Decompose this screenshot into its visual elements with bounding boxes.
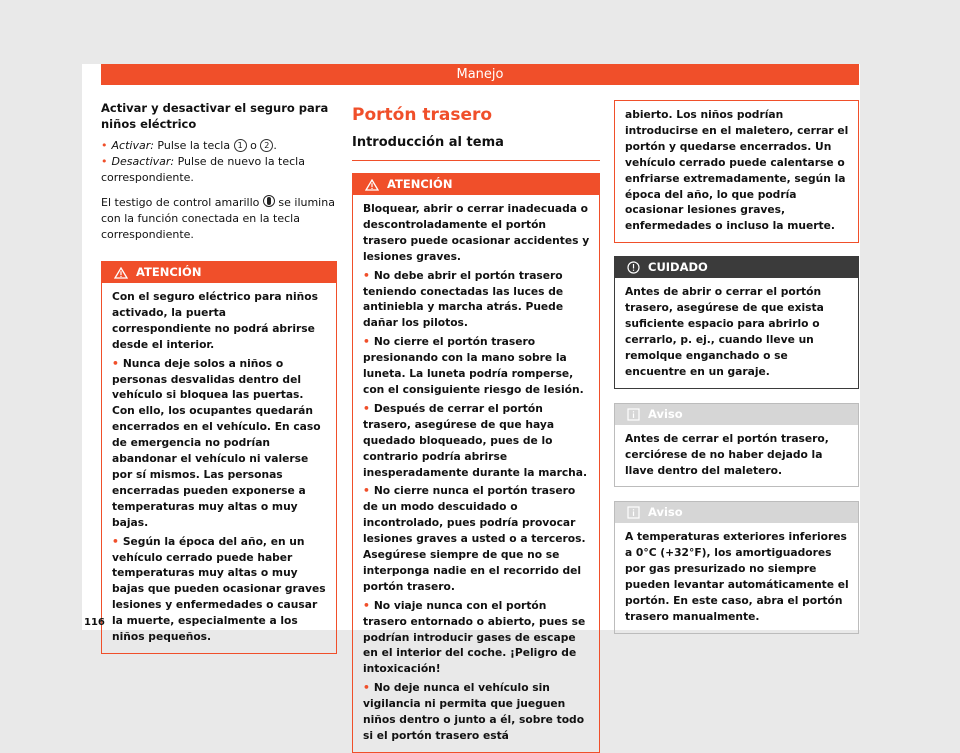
column-1: [101, 100, 337, 654]
warning-body: [615, 101, 858, 242]
key-2-icon: 2: [260, 139, 273, 152]
warning-box-continuation: [614, 100, 859, 243]
warning-triangle-icon: [114, 267, 128, 279]
warning-item: • No debe abrir el portón trasero teniendo conectadas las luces de antiniebla y marcha atrás. Puede dañar los pilotos.: [363, 268, 591, 332]
info-icon: [627, 408, 640, 421]
caution-circle-icon: [627, 261, 640, 274]
column-2: [352, 100, 600, 753]
warning-body: [353, 195, 599, 752]
warning-body: [102, 283, 336, 653]
note-box-1: [614, 403, 859, 488]
warning-header: ATENCIÓN: [353, 174, 599, 195]
note-header: Aviso: [615, 404, 858, 425]
warning-item: • No cierre el portón trasero presionando con la mano sobre la luneta. La luneta podría romperse, con el consiguiente riesgo de lesión.: [363, 334, 591, 398]
caution-body: Antes de abrir o cerrar el portón trasero, asegúrese de que exista suficiente espacio para abrirlo o cerrarlo, p. ej., cuando lleve un remolque enganchado o se encuentre en un garaje.: [625, 285, 824, 378]
testigo-paragraph: El testigo de control amarillo se ilumina con la función conectada en la tecla correspondiente.: [101, 196, 335, 241]
page-number: 116: [84, 617, 105, 628]
warning-item: • Después de cerrar el portón trasero, asegúrese de que haya quedado bloqueado, pues de lo contrario podría abrirse inesperadamente durante la marcha.: [363, 401, 591, 481]
warning-item: • No cierre nunca el portón trasero de un modo descuidado o incontrolado, pues podría provocar lesiones graves a usted o a terceros. Asegúrese siempre de que no se interponga nadie en el recorrido del portón trasero.: [363, 483, 591, 594]
warning-item: • Según la época del año, en un vehículo cerrado puede haber temperaturas muy altas o muy bajas que pueden ocasionar graves lesiones y enfermedades o causar la muerte, especialmente a los niños pequeños.: [112, 534, 328, 645]
warning-intro: Bloquear, abrir o cerrar inadecuada o descontroladamente el portón trasero puede ocasionar accidentes y lesiones graves.: [363, 202, 590, 263]
section-header: Manejo: [101, 64, 859, 85]
activar-line: • Activar: Pulse la tecla 1 o 2 .: [101, 138, 337, 154]
note-box-2: [614, 501, 859, 633]
key-1-icon: 1: [234, 139, 247, 152]
column-3: [614, 100, 859, 634]
caution-header: CUIDADO: [615, 257, 858, 278]
desactivar-line: • Desactivar: Pulse de nuevo la tecla correspondiente.: [101, 154, 337, 186]
child-lock-indicator-icon: [263, 195, 275, 207]
info-icon: [627, 506, 640, 519]
section-subtitle: Introducción al tema: [352, 134, 600, 161]
warning-item: • No deje nunca el vehículo sin vigilancia ni permita que jueguen niños dentro o junto a él, sobre todo si el portón trasero está: [363, 680, 591, 744]
warning-header: ATENCIÓN: [102, 262, 336, 283]
warning-item: • No viaje nunca con el portón trasero entornado o abierto, pues se podrían introducir gases de escape en el interior del coche. ¡Peligro de intoxicación!: [363, 598, 591, 678]
page-title: Portón trasero: [352, 105, 493, 125]
note-header: Aviso: [615, 502, 858, 523]
warning-triangle-icon: [365, 179, 379, 191]
warning-box-tailgate: [352, 173, 600, 753]
caution-box: [614, 256, 859, 388]
note-body: A temperaturas exteriores inferiores a 0°C (+32°F), los amortiguadores por gas presurizado no siempre pueden levantar automáticamente el portón. En este caso, abra el portón trasero manualmente.: [625, 530, 849, 623]
warning-intro: Con el seguro eléctrico para niños activado, la puerta correspondiente no podrá abrirse desde el interior.: [112, 290, 318, 351]
warning-continuation: abierto. Los niños podrían introducirse en el maletero, cerrar el portón y quedarse encerrados. Un vehículo cerrado puede calentarse o enfriarse extremadamente, según la época del año, lo que podría ocasionar lesiones graves, enfermedades o incluso la muerte.: [625, 108, 849, 233]
warning-item: • Nunca deje solos a niños o personas desvalidas dentro del vehículo si bloquea las puertas. Con ello, los ocupantes quedarán encerrados en el vehículo. En caso de emergencia no podrían abandonar el vehículo ni valerse por sí mismos. Las personas encerradas pueden exponerse a temperaturas muy altas o muy bajas.: [112, 356, 328, 531]
section-heading: Activar y desactivar el seguro para niños eléctrico: [101, 101, 329, 131]
note-body: Antes de cerrar el portón trasero, cerciórese de no haber dejado la llave dentro del maletero.: [625, 431, 829, 477]
warning-box-child-lock: [101, 261, 337, 654]
